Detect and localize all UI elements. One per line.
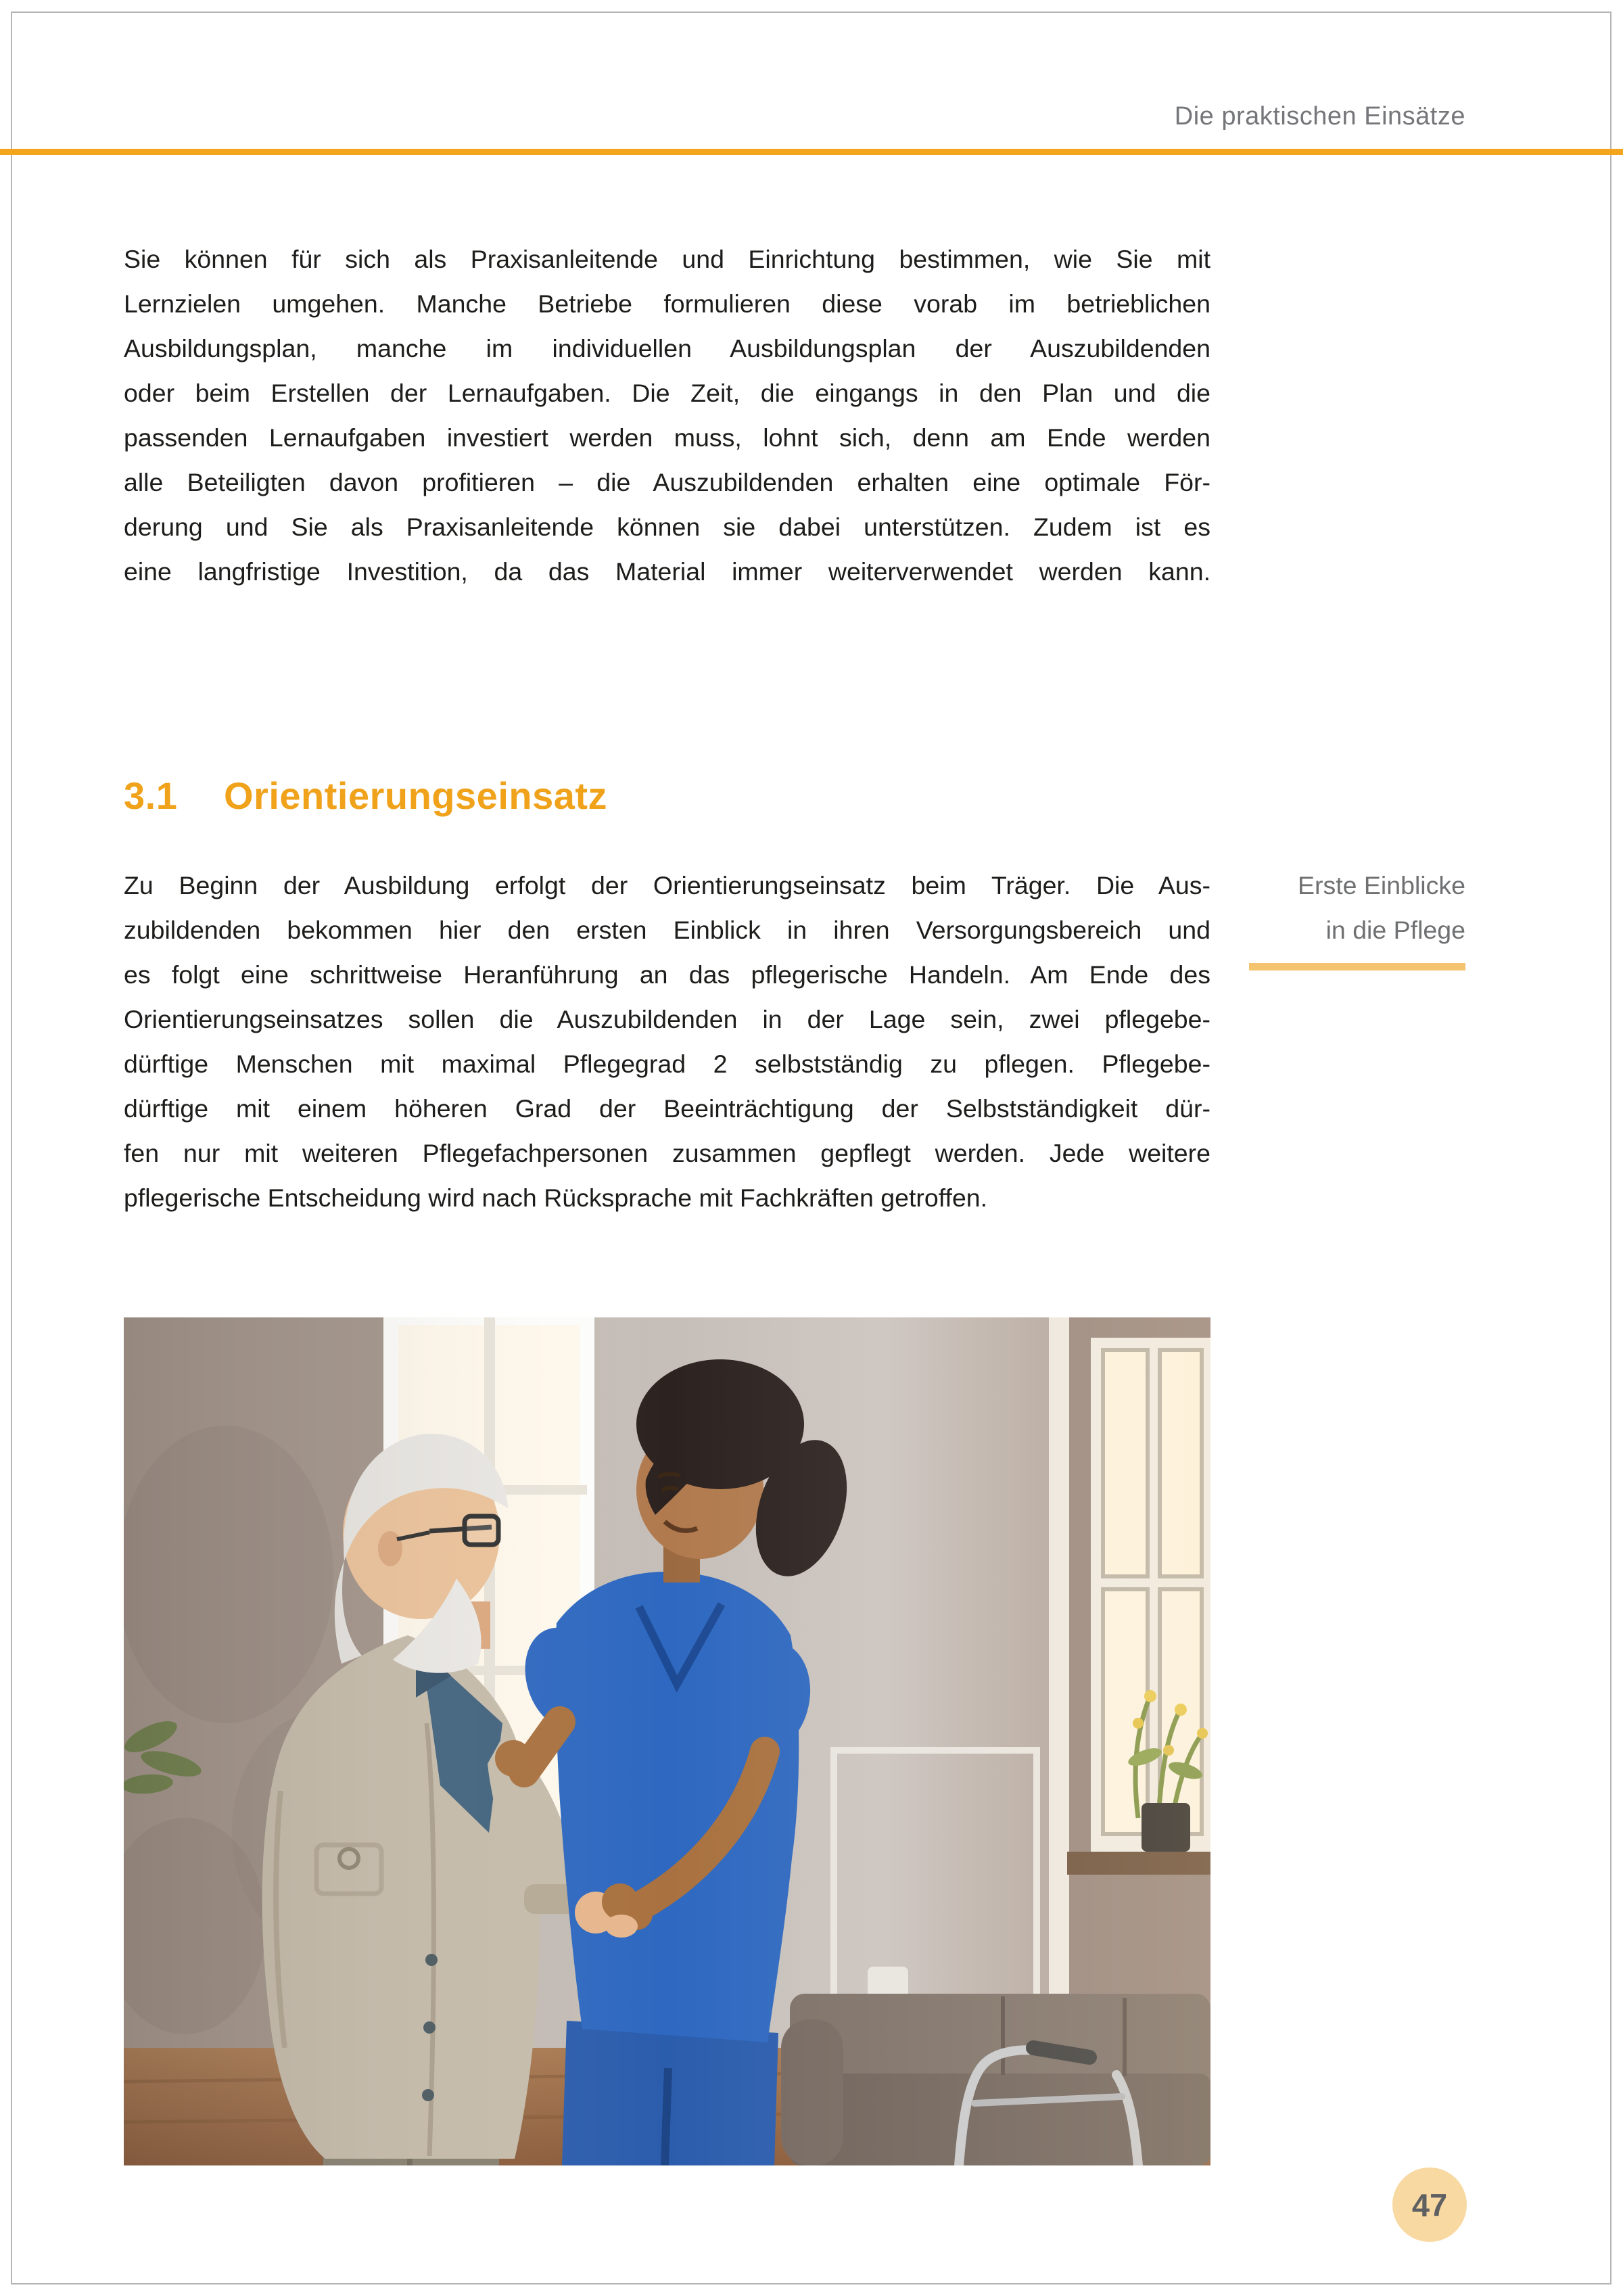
- margin-note-text: [1249, 863, 1465, 952]
- text-line: zubildenden bekommen hier den ersten Einblick in ihren Versorgungsbereich und: [124, 916, 1210, 944]
- text-line: dürftige Menschen mit maximal Pflegegrad 2 selbstständig zu pflegen. Pflegebe-: [124, 1050, 1210, 1078]
- paragraph-intro: [124, 237, 1210, 594]
- section-title: Orientierungseinsatz: [224, 774, 608, 817]
- header-gold-rule: [0, 149, 1623, 155]
- running-header: Die praktischen Einsätze: [1174, 102, 1465, 131]
- text-line: dürftige mit einem höheren Grad der Beeinträchtigung der Selbstständigkeit dür-: [124, 1094, 1210, 1123]
- paragraph-orientation: [124, 863, 1210, 1220]
- text-line: in die Pflege: [1325, 916, 1465, 944]
- text-line: passenden Lernaufgaben investiert werden muss, lohnt sich, denn am Ende werden: [124, 423, 1210, 452]
- text-line: alle Beteiligten davon profitieren – die Auszubildenden erhalten eine optimale För-: [124, 468, 1210, 496]
- page-number-badge: [1392, 2168, 1467, 2242]
- page-number: 47: [1411, 2186, 1448, 2223]
- section-heading: [124, 772, 607, 820]
- text-line: derung und Sie als Praxisanleitende können sie dabei unterstützen. Zudem ist es: [124, 513, 1210, 541]
- care-photo-illustration: [124, 1317, 1210, 2165]
- text-line: Erste Einblicke: [1297, 871, 1465, 899]
- text-line: Zu Beginn der Ausbildung erfolgt der Orientierungseinsatz beim Träger. Die Aus-: [124, 871, 1210, 899]
- text-line: Sie können für sich als Praxisanleitende und Einrichtung bestimmen, wie Sie mit: [124, 245, 1210, 273]
- text-line: Lernzielen umgehen. Manche Betriebe formulieren diese vorab im betrieblichen: [124, 289, 1210, 318]
- text-line: es folgt eine schrittweise Heranführung an das pflegerische Handeln. Am Ende des: [124, 960, 1210, 989]
- text-line: oder beim Erstellen der Lernaufgaben. Die Zeit, die eingangs in den Plan und die: [124, 379, 1210, 407]
- section-number: 3.1: [124, 774, 178, 817]
- text-line: pflegerische Entscheidung wird nach Rücksprache mit Fachkräften getroffen.: [124, 1184, 988, 1212]
- text-line: fen nur mit weiteren Pflegefachpersonen zusammen gepflegt werden. Jede weitere: [124, 1139, 1210, 1167]
- text-line: eine langfristige Investition, da das Material immer weiterverwendet werden kann.: [124, 557, 1210, 586]
- margin-note-underline: [1249, 963, 1465, 970]
- margin-note: [1249, 863, 1465, 970]
- care-photo: [124, 1317, 1210, 2165]
- text-line: Ausbildungsplan, manche im individuellen Ausbildungsplan der Auszubildenden: [124, 334, 1210, 362]
- text-line: Orientierungseinsatzes sollen die Auszubildenden in der Lage sein, zwei pflegebe-: [124, 1005, 1210, 1033]
